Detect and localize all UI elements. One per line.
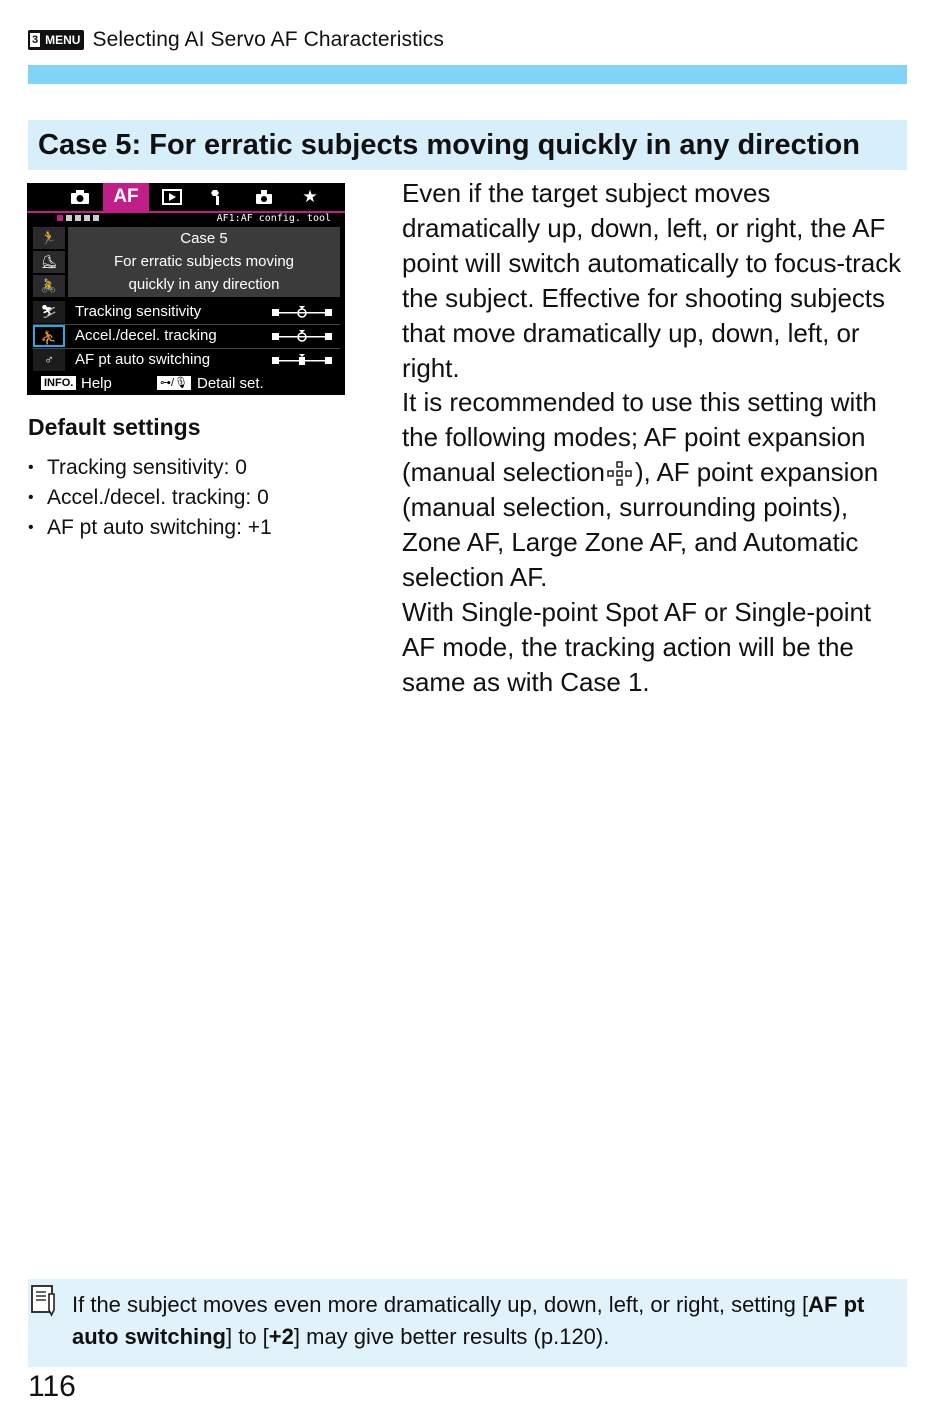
body-text — [402, 176, 907, 700]
menu-label: MENU — [45, 33, 81, 47]
help-label: Help — [81, 375, 112, 392]
detail-set-label: Detail set. — [197, 375, 264, 392]
wrench-icon — [209, 188, 227, 206]
menu-number: 3 — [28, 31, 42, 49]
body-paragraph — [402, 385, 907, 594]
list-item: • Accel./decel. tracking: 0 — [28, 483, 368, 513]
note-box — [28, 1279, 907, 1367]
playback-icon — [162, 189, 182, 205]
body-paragraph: Even if the target subject moves dramatically up, down, left, or right, the AF point will switch automatically to focus-track the subject. Effective for shooting subjects that move dramatically up, down, left, or right. — [402, 178, 902, 383]
page-number: 116 — [28, 1370, 76, 1403]
case-icon-cyclist: 🚴 — [33, 275, 65, 297]
page-header — [28, 28, 444, 52]
custom-functions-icon — [254, 189, 274, 205]
case-desc-line2: quickly in any direction — [128, 276, 280, 293]
page-dot — [66, 215, 72, 221]
tracking-sensitivity-icon: ⛷ — [33, 301, 65, 323]
param-scale-af-pt-switching — [272, 354, 332, 368]
tab-my-menu — [287, 183, 333, 211]
default-settings — [28, 414, 368, 543]
menu-subtitle: AF1:AF config. tool — [216, 213, 331, 224]
case-icons — [33, 227, 65, 299]
menu-badge — [28, 30, 84, 50]
tab-af — [103, 183, 149, 211]
case-title: Case 5: For erratic subjects moving quickly in any direction — [28, 120, 907, 170]
param-label: Accel./decel. tracking — [75, 327, 217, 344]
accent-bar — [28, 65, 907, 84]
case-name: Case 5 — [180, 230, 228, 247]
accel-decel-icon: ⛹ — [33, 325, 65, 347]
param-row-af-pt-auto-switching — [33, 349, 340, 371]
param-label: Tracking sensitivity — [75, 303, 202, 320]
body-paragraph: With Single-point Spot AF or Single-point AF mode, the tracking action will be the same as with Case 1. — [402, 596, 872, 697]
param-scale-accel-decel — [272, 330, 332, 344]
note-segment: ] may give better results (p.120). — [293, 1324, 610, 1349]
list-item: • AF pt auto switching: +1 — [28, 513, 368, 543]
page-dot — [93, 215, 99, 221]
note-bold-value: +2 — [268, 1324, 294, 1349]
camera-menu-screen — [27, 183, 345, 395]
af-pt-switching-icon: ♂ — [33, 349, 65, 371]
tab-setup — [195, 183, 241, 211]
note-segment: If the subject moves even more dramatically up, down, left, or right, setting [ — [72, 1292, 809, 1317]
param-row-accel-decel — [33, 325, 340, 347]
param-label: AF pt auto switching — [75, 351, 211, 368]
default-settings-list — [28, 453, 368, 543]
header-title: Selecting AI Servo AF Characteristics — [92, 28, 444, 51]
param-row-tracking-sensitivity — [33, 301, 340, 323]
page-dots — [57, 215, 99, 221]
param-scale-tracking-sensitivity — [272, 306, 332, 320]
body-text-segment: It is recommended to use this setting with the following modes; AF point expansion (manual selection — [402, 387, 877, 488]
info-button-badge: INFO. — [41, 376, 76, 390]
tab-playback — [149, 183, 195, 211]
default-settings-title: Default settings — [28, 414, 201, 440]
page-dot — [57, 215, 63, 221]
note-text — [72, 1289, 892, 1353]
page-dot — [84, 215, 90, 221]
star-icon: ★ — [302, 187, 318, 206]
note-segment: ] to [ — [226, 1324, 269, 1349]
body-text-segment: ), AF point expansion (manual selection, surrounding points), Zone AF, Large Zone AF, and Automatic selection AF. — [402, 457, 879, 592]
case-panel — [68, 227, 340, 297]
page-dot — [75, 215, 81, 221]
camera-icon — [70, 189, 90, 205]
case-icon-skater: ⛸ — [33, 251, 65, 273]
tab-af-label: AF — [113, 186, 139, 207]
case-desc-line1: For erratic subjects moving — [113, 253, 295, 270]
note-icon — [30, 1284, 58, 1318]
tab-shooting — [57, 183, 103, 211]
af-point-expansion-icon — [605, 460, 635, 488]
menu-subbar — [27, 211, 345, 226]
list-item: • Tracking sensitivity: 0 — [28, 453, 368, 483]
help-bar — [27, 373, 345, 395]
case-icon-runner: 🏃 — [33, 227, 65, 249]
note-bold-setting: AF pt auto switching — [72, 1292, 865, 1349]
menu-tabs — [27, 183, 345, 211]
key-mic-icon: ⊶/🎙 — [157, 376, 191, 390]
tab-custom-functions — [241, 183, 287, 211]
